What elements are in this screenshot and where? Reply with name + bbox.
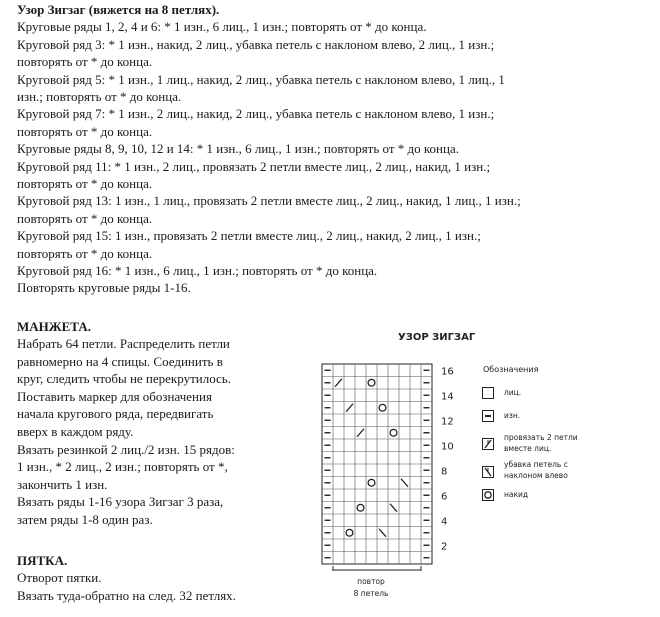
purl-icon xyxy=(482,410,494,422)
pattern-line: повторять от * до конца. xyxy=(17,54,153,70)
chart-row-number: 14 xyxy=(441,391,454,403)
legend-ssk-label-1: убавка петель с xyxy=(504,460,568,469)
pattern-line: Круговые ряды 8, 9, 10, 12 и 14: * 1 изн., 6 лиц., 1 изн.; повторять от * до конца. xyxy=(17,141,459,157)
legend-purl-label: изн. xyxy=(504,411,521,420)
heel-title: ПЯТКА. xyxy=(17,553,68,568)
pattern-line: Круговой ряд 11: * 1 изн., 2 лиц., провязать 2 петли вместе лиц., 2 лиц., накид, 1 изн.; xyxy=(17,158,491,174)
cuff-line: закончить 1 изн. xyxy=(17,476,108,492)
legend-ssk-label-2: наклоном влево xyxy=(504,471,568,480)
knit-icon xyxy=(482,387,494,399)
cuff-line: Набрать 64 петли. Распределить петли xyxy=(17,336,230,351)
cuff-line: 1 изн., * 2 лиц., 2 изн.; повторять от *, xyxy=(17,459,228,475)
chart-row-number: 16 xyxy=(441,366,454,378)
legend-yo-label: накид xyxy=(504,490,529,499)
legend-k2tog-label-1: провязать 2 петли xyxy=(504,433,578,442)
chart-repeat-label: повтор xyxy=(357,577,385,586)
pattern-line: Круговые ряды 1, 2, 4 и 6: * 1 изн., 6 лиц., 1 изн.; повторять от * до конца. xyxy=(17,19,427,35)
cuff-line: затем ряды 1-8 один раз. xyxy=(17,512,153,527)
chart-row-number: 2 xyxy=(441,541,448,553)
pattern-line: Повторять круговые ряды 1-16. xyxy=(17,280,191,296)
pattern-line: Круговой ряд 5: * 1 изн., 1 лиц., накид, 2 лиц., убавка петель с наклоном влево, 1 лиц., 1 xyxy=(17,71,505,87)
legend-k2tog-label-2: вместе лиц. xyxy=(504,444,552,453)
pattern-line: изн.; повторять от * до конца. xyxy=(17,89,182,104)
ssk-icon xyxy=(482,466,494,478)
chart-row-number: 10 xyxy=(441,441,454,453)
pattern-line: Круговой ряд 13: 1 изн., 1 лиц., провязать 2 петли вместе лиц., 2 лиц., накид, 1 лиц., 1 изн.; xyxy=(17,193,521,209)
pattern-line: Круговой ряд 7: * 1 изн., 2 лиц., накид, 2 лиц., убавка петель с наклоном влево, 1 изн.; xyxy=(17,106,495,122)
pattern-line: Круговой ряд 16: * 1 изн., 6 лиц., 1 изн.; повторять от * до конца. xyxy=(17,263,378,278)
chart-repeat-count: 8 петель xyxy=(353,589,389,598)
heel-line: Отворот пятки. xyxy=(17,570,102,585)
legend-knit-label: лиц. xyxy=(504,388,522,397)
yarn-over-icon xyxy=(482,489,494,501)
pattern-line: повторять от * до конца. xyxy=(17,123,153,139)
cuff-line: Вязать резинкой 2 лиц./2 изн. 15 рядов: xyxy=(17,441,235,457)
heel-line: Вязать туда-обратно на след. 32 петлях. xyxy=(17,587,236,603)
pattern-line: повторять от * до конца. xyxy=(17,176,153,191)
zigzag-chart xyxy=(310,350,475,610)
pattern-line: Круговой ряд 3: * 1 изн., накид, 2 лиц., убавка петель с наклоном влево, 2 лиц., 1 изн.; xyxy=(17,36,495,52)
cuff-line: Поставить маркер для обозначения xyxy=(17,388,212,404)
cuff-line: вверх в каждом ряду. xyxy=(17,424,134,439)
chart-row-number: 6 xyxy=(441,491,448,503)
chart-row-number: 4 xyxy=(441,516,448,528)
cuff-title: МАНЖЕТА. xyxy=(17,319,91,334)
pattern-line: повторять от * до конца. xyxy=(17,245,153,261)
chart-row-number: 8 xyxy=(441,466,448,478)
pattern-line: Круговой ряд 15: 1 изн., провязать 2 петли вместе лиц., 2 лиц., накид, 2 лиц., 1 изн.; xyxy=(17,228,481,244)
pattern-line: повторять от * до конца. xyxy=(17,210,153,226)
cuff-line: круг, следить чтобы не перекрутилось. xyxy=(17,371,231,387)
cuff-line: Вязать ряды 1-16 узора Зигзаг 3 раза, xyxy=(17,494,224,510)
pattern-line: Узор Зигзаг (вяжется на 8 петлях). xyxy=(17,2,220,17)
k2tog-icon xyxy=(482,438,494,450)
chart-title: УЗОР ЗИГЗАГ xyxy=(398,332,476,343)
legend-title: Обозначения xyxy=(483,365,539,374)
cuff-line: начала кругового ряда, передвигать xyxy=(17,406,214,422)
cuff-line: равномерно на 4 спицы. Соединить в xyxy=(17,353,223,369)
chart-row-number: 12 xyxy=(441,416,454,428)
